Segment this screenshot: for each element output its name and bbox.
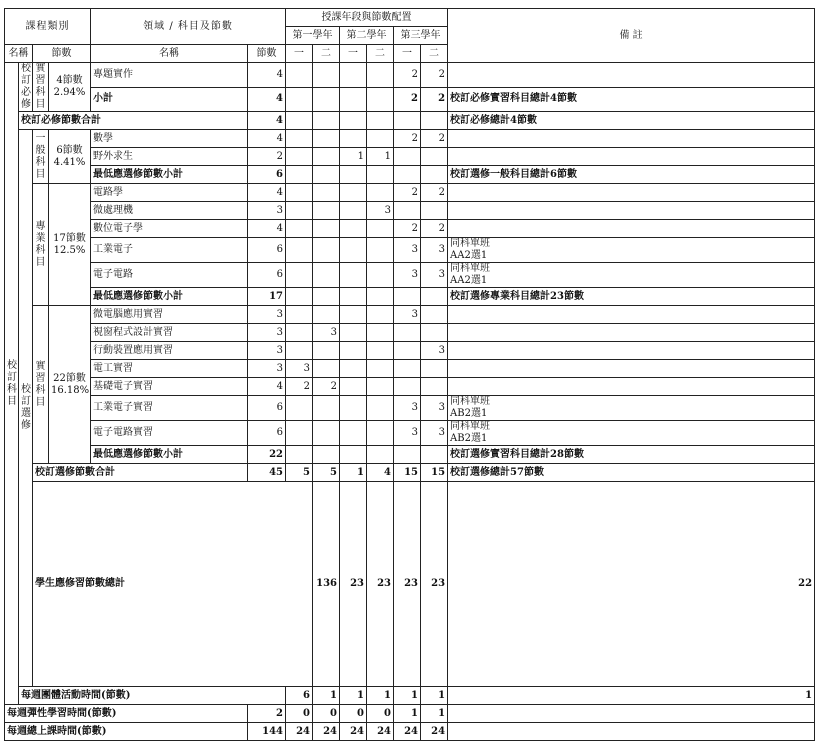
semester-value <box>313 148 340 166</box>
semester-value <box>313 396 340 421</box>
remark-text: 同科單班 <box>450 421 491 432</box>
semester-value: 15 <box>394 464 421 482</box>
semester-value <box>394 324 421 342</box>
semester-value <box>367 63 394 88</box>
semester-value <box>313 288 340 306</box>
semester-value <box>313 130 340 148</box>
header-remarks: 備 註 <box>448 9 815 63</box>
header-category: 課程類別 <box>5 9 91 45</box>
remark-cell <box>448 360 815 378</box>
subject-total: 6 <box>248 263 286 288</box>
semester-value: 3 <box>394 396 421 421</box>
semester-value <box>313 220 340 238</box>
semester-value <box>340 220 367 238</box>
semester-value: 1 <box>367 687 394 705</box>
semester-value: 0 <box>286 705 313 723</box>
table-row <box>5 464 815 482</box>
semester-value <box>313 63 340 88</box>
semester-value: 2 <box>421 220 448 238</box>
header-subject-name: 名稱 <box>91 45 248 63</box>
subject-total: 6 <box>248 166 286 184</box>
table-row <box>5 378 815 396</box>
table-row <box>5 723 815 741</box>
semester-value <box>286 421 313 446</box>
subject-name: 電工實習 <box>91 360 248 378</box>
header-year1: 第一學年 <box>286 27 340 45</box>
semester-value: 1 <box>421 705 448 723</box>
semester-value <box>367 378 394 396</box>
subject-name: 視窗程式設計實習 <box>91 324 248 342</box>
semester-value: 2 <box>421 130 448 148</box>
semester-value <box>367 220 394 238</box>
semester-value: 23 <box>340 482 367 687</box>
table-row <box>5 87 815 112</box>
required-percent: 2.94% <box>53 87 86 98</box>
subject-name: 工業電子實習 <box>91 396 248 421</box>
semester-value <box>286 130 313 148</box>
semester-value <box>340 446 367 464</box>
semester-value <box>286 112 313 130</box>
semester-value <box>286 87 313 112</box>
semester-value <box>340 421 367 446</box>
remark-text: 校訂選修一般科目總計6節數 <box>450 168 578 180</box>
semester-value: 15 <box>421 464 448 482</box>
header-subject-periods: 節數 <box>248 45 286 63</box>
semester-value: 24 <box>394 723 421 741</box>
semester-value: 3 <box>421 421 448 446</box>
subject-total: 6 <box>248 238 286 263</box>
subject-total: 22 <box>248 446 286 464</box>
practice-periods: 22節數 <box>53 372 86 384</box>
subject-total: 3 <box>248 342 286 360</box>
total-row-label: 每週彈性學習時間(節數) <box>5 705 248 723</box>
subject-total: 4 <box>248 130 286 148</box>
semester-value <box>421 202 448 220</box>
table-row <box>5 202 815 220</box>
semester-value <box>394 378 421 396</box>
course-table-wrapper <box>4 8 815 741</box>
remark-cell <box>448 378 815 396</box>
semester-value <box>367 263 394 288</box>
remark-cell <box>448 705 815 723</box>
table-row <box>5 446 815 464</box>
semester-value <box>286 63 313 88</box>
semester-value: 3 <box>421 263 448 288</box>
semester-value: 22 <box>448 482 815 687</box>
subject-name: 最低應選修節數小計 <box>91 166 248 184</box>
semester-value <box>367 184 394 202</box>
semester-value <box>394 288 421 306</box>
header-y2-s1: 一 <box>340 45 367 63</box>
semester-value <box>313 306 340 324</box>
remark-text: 校訂必修實習科目總計4節數 <box>450 93 578 105</box>
semester-value <box>421 288 448 306</box>
semester-value: 3 <box>394 421 421 446</box>
header-year3: 第三學年 <box>394 27 448 45</box>
semester-value <box>421 360 448 378</box>
semester-value: 2 <box>421 184 448 202</box>
semester-value <box>421 306 448 324</box>
semester-value <box>340 396 367 421</box>
semester-value: 24 <box>340 723 367 741</box>
semester-value <box>313 166 340 184</box>
remark-cell <box>448 263 815 288</box>
subject-total: 6 <box>286 687 313 705</box>
semester-value: 23 <box>367 482 394 687</box>
remark-text: 校訂選修總計57節數 <box>450 466 544 478</box>
remark-cell <box>448 220 815 238</box>
required-sum-label: 校訂必修節數合計 <box>19 112 248 130</box>
subject-name: 工業電子 <box>91 238 248 263</box>
semester-value <box>367 306 394 324</box>
semester-value <box>421 166 448 184</box>
subject-total: 2 <box>248 705 286 723</box>
semester-value <box>286 324 313 342</box>
subject-total: 4 <box>248 63 286 88</box>
semester-value <box>340 112 367 130</box>
professional-percent: 12.5% <box>53 244 86 256</box>
semester-value: 1 <box>421 687 448 705</box>
semester-value <box>313 342 340 360</box>
table-row <box>5 130 815 148</box>
semester-value: 2 <box>394 220 421 238</box>
semester-value <box>367 112 394 130</box>
subject-total: 4 <box>248 87 286 112</box>
total-row-label: 學生應修習節數總計 <box>33 482 313 687</box>
semester-value <box>286 166 313 184</box>
subject-total: 144 <box>248 723 286 741</box>
semester-value <box>340 166 367 184</box>
semester-value: 2 <box>313 378 340 396</box>
semester-value <box>313 202 340 220</box>
subject-total: 4 <box>248 378 286 396</box>
subject-name: 電路學 <box>91 184 248 202</box>
semester-value <box>394 360 421 378</box>
subject-total: 3 <box>248 202 286 220</box>
header-y2-s2: 二 <box>367 45 394 63</box>
remark-cell <box>448 87 815 112</box>
semester-value <box>286 263 313 288</box>
semester-value: 3 <box>421 342 448 360</box>
group-general-subject: 一般科目 <box>33 130 49 184</box>
remark-subtext: AA2選1 <box>450 275 488 286</box>
subject-name: 電子電路 <box>91 263 248 288</box>
semester-value: 4 <box>367 464 394 482</box>
table-row <box>5 220 815 238</box>
header-allocation: 授課年段與節數配置 <box>286 9 448 27</box>
semester-value <box>286 446 313 464</box>
semester-value: 1 <box>340 148 367 166</box>
table-row <box>5 306 815 324</box>
semester-value: 2 <box>421 87 448 112</box>
semester-value: 3 <box>286 360 313 378</box>
remark-cell <box>448 130 815 148</box>
semester-value <box>367 324 394 342</box>
subject-name: 微電腦應用實習 <box>91 306 248 324</box>
semester-value <box>313 112 340 130</box>
practice-periods-cell <box>49 306 91 464</box>
semester-value: 2 <box>394 87 421 112</box>
general-periods-cell <box>49 130 91 184</box>
semester-value <box>367 130 394 148</box>
subject-total: 2 <box>248 148 286 166</box>
semester-value <box>313 263 340 288</box>
semester-value <box>313 238 340 263</box>
semester-value <box>340 87 367 112</box>
semester-value <box>367 166 394 184</box>
table-row <box>5 396 815 421</box>
general-periods: 6節數 <box>56 144 83 156</box>
subject-name: 小計 <box>91 87 248 112</box>
semester-value <box>340 378 367 396</box>
semester-value: 24 <box>367 723 394 741</box>
total-row-label: 每週團體活動時間(節數) <box>19 687 286 705</box>
semester-value <box>394 112 421 130</box>
subject-name: 數位電子學 <box>91 220 248 238</box>
header-year2: 第二學年 <box>340 27 394 45</box>
semester-value: 5 <box>313 464 340 482</box>
subject-total: 4 <box>248 184 286 202</box>
subject-name: 專題實作 <box>91 63 248 88</box>
semester-value <box>313 87 340 112</box>
subject-name: 野外求生 <box>91 148 248 166</box>
course-allocation-table <box>4 8 815 741</box>
semester-value <box>286 306 313 324</box>
semester-value <box>340 130 367 148</box>
semester-value: 2 <box>421 63 448 88</box>
semester-value: 3 <box>421 396 448 421</box>
semester-value: 2 <box>394 63 421 88</box>
remark-cell <box>448 464 815 482</box>
remark-cell <box>448 63 815 88</box>
semester-value: 0 <box>313 705 340 723</box>
semester-value: 24 <box>313 723 340 741</box>
remark-subtext: AB2選1 <box>450 433 488 444</box>
semester-value <box>421 378 448 396</box>
semester-value <box>421 148 448 166</box>
group-school-curriculum: 校訂科目 <box>5 63 19 705</box>
semester-value <box>313 184 340 202</box>
table-row <box>5 482 815 687</box>
semester-value <box>394 202 421 220</box>
semester-value: 24 <box>286 723 313 741</box>
semester-value <box>340 342 367 360</box>
subject-total: 136 <box>313 482 340 687</box>
remark-cell <box>448 723 815 741</box>
header-y1-s1: 一 <box>286 45 313 63</box>
subject-total: 4 <box>248 112 286 130</box>
semester-value <box>421 324 448 342</box>
semester-value <box>313 360 340 378</box>
semester-value: 24 <box>421 723 448 741</box>
remark-subtext: AA2選1 <box>450 250 488 261</box>
semester-value <box>340 202 367 220</box>
semester-value: 1 <box>340 464 367 482</box>
semester-value <box>286 288 313 306</box>
semester-value <box>421 446 448 464</box>
group-practice-required: 實習科目 <box>33 63 49 112</box>
semester-value <box>367 342 394 360</box>
subject-name: 數學 <box>91 130 248 148</box>
table-row <box>5 184 815 202</box>
remark-text: 同科單班 <box>450 238 491 249</box>
remark-cell <box>448 202 815 220</box>
semester-value <box>286 342 313 360</box>
semester-value <box>286 396 313 421</box>
semester-value: 5 <box>286 464 313 482</box>
total-row-label: 每週總上課時間(節數) <box>5 723 248 741</box>
remark-text: 校訂選修實習科目總計28節數 <box>450 448 584 460</box>
remark-cell <box>448 288 815 306</box>
semester-value <box>340 63 367 88</box>
table-row <box>5 63 815 88</box>
table-row <box>5 238 815 263</box>
semester-value <box>340 184 367 202</box>
table-row <box>5 148 815 166</box>
semester-value <box>394 342 421 360</box>
subject-total: 3 <box>248 360 286 378</box>
semester-value: 3 <box>367 202 394 220</box>
semester-value <box>286 184 313 202</box>
remark-text: 同科單班 <box>450 263 491 274</box>
remark-cell <box>448 184 815 202</box>
table-row <box>5 324 815 342</box>
semester-value: 2 <box>286 378 313 396</box>
practice-percent: 16.18% <box>51 384 90 396</box>
semester-value <box>394 166 421 184</box>
semester-value: 1 <box>394 705 421 723</box>
semester-value: 1 <box>394 687 421 705</box>
remark-cell <box>448 446 815 464</box>
semester-value: 1 <box>340 687 367 705</box>
table-row <box>5 421 815 446</box>
table-row <box>5 342 815 360</box>
semester-value <box>367 421 394 446</box>
semester-value <box>367 288 394 306</box>
remark-cell <box>448 148 815 166</box>
table-row <box>5 687 815 705</box>
semester-value <box>367 238 394 263</box>
remark-cell <box>448 306 815 324</box>
semester-value: 3 <box>313 324 340 342</box>
remark-cell <box>448 342 815 360</box>
subject-total: 3 <box>248 324 286 342</box>
semester-value <box>340 263 367 288</box>
remark-cell <box>448 421 815 446</box>
remark-cell <box>448 324 815 342</box>
semester-value: 1 <box>367 148 394 166</box>
remark-cell <box>448 166 815 184</box>
remark-subtext: AB2選1 <box>450 408 488 419</box>
semester-value <box>367 360 394 378</box>
subject-name: 最低應選修節數小計 <box>91 446 248 464</box>
header-name: 名稱 <box>5 45 33 63</box>
subject-total: 3 <box>248 306 286 324</box>
semester-value: 1 <box>313 687 340 705</box>
remark-text: 同科單班 <box>450 396 491 407</box>
semester-value: 0 <box>367 705 394 723</box>
semester-value: 3 <box>421 238 448 263</box>
group-school-required: 校訂必修 <box>19 63 33 112</box>
group-professional-subject: 專業科目 <box>33 184 49 306</box>
semester-value <box>367 87 394 112</box>
table-row <box>5 360 815 378</box>
table-row <box>5 705 815 723</box>
group-practice-subject: 實習科目 <box>33 306 49 464</box>
table-row <box>5 166 815 184</box>
semester-value <box>340 360 367 378</box>
semester-value: 3 <box>394 263 421 288</box>
semester-value: 2 <box>394 184 421 202</box>
semester-value <box>340 288 367 306</box>
group-school-elective: 校訂選修 <box>19 130 33 687</box>
remark-cell <box>448 238 815 263</box>
remark-cell <box>448 396 815 421</box>
semester-value: 3 <box>394 306 421 324</box>
semester-value <box>367 446 394 464</box>
semester-value <box>286 202 313 220</box>
semester-value <box>340 238 367 263</box>
semester-value: 1 <box>448 687 815 705</box>
subject-total: 17 <box>248 288 286 306</box>
general-percent: 4.41% <box>53 156 86 168</box>
semester-value <box>421 112 448 130</box>
semester-value <box>340 324 367 342</box>
semester-value <box>286 148 313 166</box>
semester-value <box>313 446 340 464</box>
professional-periods: 17節數 <box>53 232 86 244</box>
remark-text: 校訂必修總計4節數 <box>450 114 538 126</box>
semester-value <box>340 306 367 324</box>
semester-value: 23 <box>421 482 448 687</box>
subject-name: 微處理機 <box>91 202 248 220</box>
subject-name: 電子電路實習 <box>91 421 248 446</box>
semester-value: 2 <box>394 130 421 148</box>
subject-name: 最低應選修節數小計 <box>91 288 248 306</box>
header-domain-subject: 領域 / 科目及節數 <box>91 9 286 45</box>
semester-value <box>367 396 394 421</box>
subject-total: 45 <box>248 464 286 482</box>
header-y1-s2: 二 <box>313 45 340 63</box>
semester-value <box>286 238 313 263</box>
header-y3-s1: 一 <box>394 45 421 63</box>
semester-value: 0 <box>340 705 367 723</box>
remark-cell <box>448 112 815 130</box>
header-periods: 節數 <box>33 45 91 63</box>
semester-value <box>286 220 313 238</box>
subject-name: 行動裝置應用實習 <box>91 342 248 360</box>
elective-sum-label: 校訂選修節數合計 <box>33 464 248 482</box>
semester-value: 23 <box>394 482 421 687</box>
semester-value <box>313 421 340 446</box>
subject-name: 基礎電子實習 <box>91 378 248 396</box>
subject-total: 4 <box>248 220 286 238</box>
semester-value <box>394 446 421 464</box>
subject-total: 6 <box>248 396 286 421</box>
semester-value <box>394 148 421 166</box>
required-periods-cell <box>49 63 91 112</box>
remark-text: 校訂選修專業科目總計23節數 <box>450 290 584 302</box>
table-row <box>5 288 815 306</box>
semester-value: 3 <box>394 238 421 263</box>
required-periods: 4節數 <box>56 75 83 86</box>
professional-periods-cell <box>49 184 91 306</box>
table-row <box>5 263 815 288</box>
header-y3-s2: 二 <box>421 45 448 63</box>
table-row <box>5 112 815 130</box>
subject-total: 6 <box>248 421 286 446</box>
